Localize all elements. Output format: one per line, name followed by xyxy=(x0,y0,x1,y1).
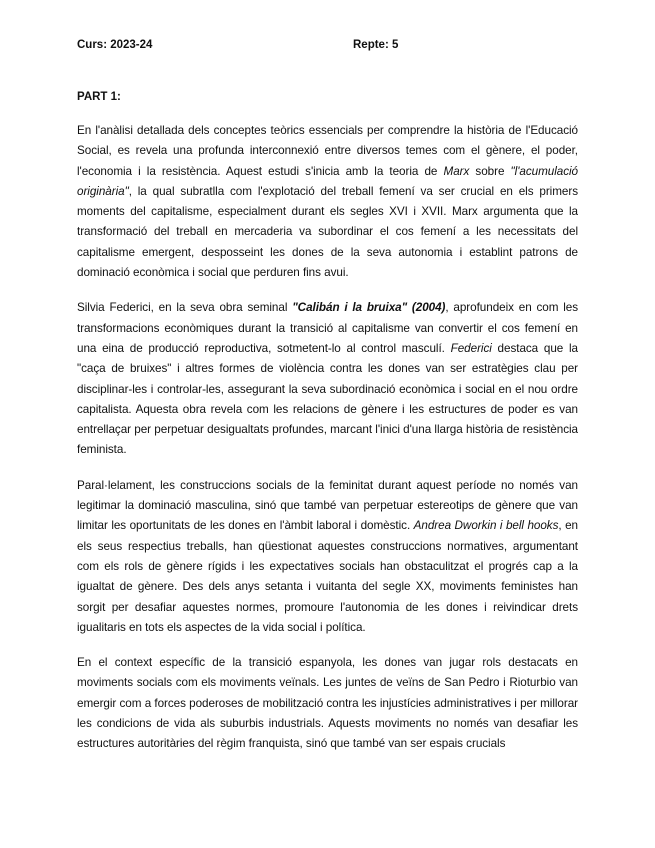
paragraph-1 xyxy=(77,121,578,283)
challenge-number: Repte: 5 xyxy=(353,39,399,51)
paragraph-text: destaca que la "caça de bruixes" i altres formes de violència contra les dones van ser estratègies clau per disciplinar-les i controlar-les, assegurant la seva subordinació econòmica i social en el nou ordre capitalista. Aquesta obra revela com les relacions de gènere i les estructures de poder es van entrellaçar per perpetuar desigualtats profundes, marcant l'inici d'una llarga història de resistència feminista. xyxy=(77,341,578,457)
paragraph-text: Silvia Federici, en la seva obra seminal xyxy=(77,301,293,315)
paragraph-text: En el context específic de la transició espanyola, les dones van jugar rols destacats en moviments socials com els moviments veïnals. Les juntes de veïns de San Pedro i Rioturbio van emergir com a forces poderoses de mobilització contra les injustícies administratives i per millorar les condicions de vida als suburbis industrials. Aquests moviments no només van desafiar les estructures autoritàries del règim franquista, sinó que també van ser espais crucials xyxy=(77,656,578,751)
paragraph-text: , aprofundeix en com les transformacions econòmiques durant la transició al capitalisme van convertir el cos femení en una eina de producció reproductiva, sotmetent-lo al control masculí. xyxy=(77,301,578,355)
author-name: Marx xyxy=(443,164,470,178)
paragraph-2 xyxy=(77,298,578,460)
paragraph-text: , la qual subratlla com l'explotació del treball femení va ser crucial en els primers moments del capitalisme, especialment durant els segles XVI i XVII. Marx argumenta que la transformació del treball en mercaderia va subordinar el cos femení a les necessitats del capitalisme emergent, desposseint les dones de la seva autonomia i establint patrons de dominació econòmica i social que perduren fins avui. xyxy=(77,184,578,280)
course-year: Curs: 2023-24 xyxy=(77,39,153,51)
document-body xyxy=(77,121,578,770)
paragraph-4 xyxy=(77,653,578,754)
author-name: Federici xyxy=(450,341,492,355)
paragraph-text: , en els seus respectius treballs, han qüestionat aquestes construccions normatives, argumentant com els rols de gènere rígids i les expectatives socials han obstaculitzat el progrés cap a la igualtat de gènere. Des dels anys setanta i vuitanta del segle XX, moviments feministes han sorgit per desafiar aquestes normes, promoure l'autonomia de les dones i reivindicar drets igualitaris en tots els aspectes de la vida social i política. xyxy=(77,519,578,634)
page-header xyxy=(77,39,578,55)
author-names: Andrea Dworkin i bell hooks xyxy=(413,519,559,533)
book-title: "Calibán i la bruixa" (2004) xyxy=(292,301,446,315)
paragraph-text: En l'anàlisi detallada dels conceptes teòrics essencials per comprendre la història de l'Educació Social, es revela una profunda interconnexió entre diversos temes com el gènere, el poder, l'economia i la resistència. Aquest estudi s'inicia amb la teoria de xyxy=(77,124,578,178)
paragraph-3 xyxy=(77,476,578,638)
paragraph-text: sobre xyxy=(469,164,511,178)
paragraph-text: Paral·lelament, les construccions socials de la feminitat durant aquest període no només van legitimar la dominació masculina, sinó que també van perpetuar estereotips de gènere que van limitar les oportunitats de les dones en l'àmbit laboral i domèstic. xyxy=(77,478,578,533)
concept-quote: "l'acumulació originària" xyxy=(77,164,578,198)
part-title: PART 1: xyxy=(77,91,121,103)
